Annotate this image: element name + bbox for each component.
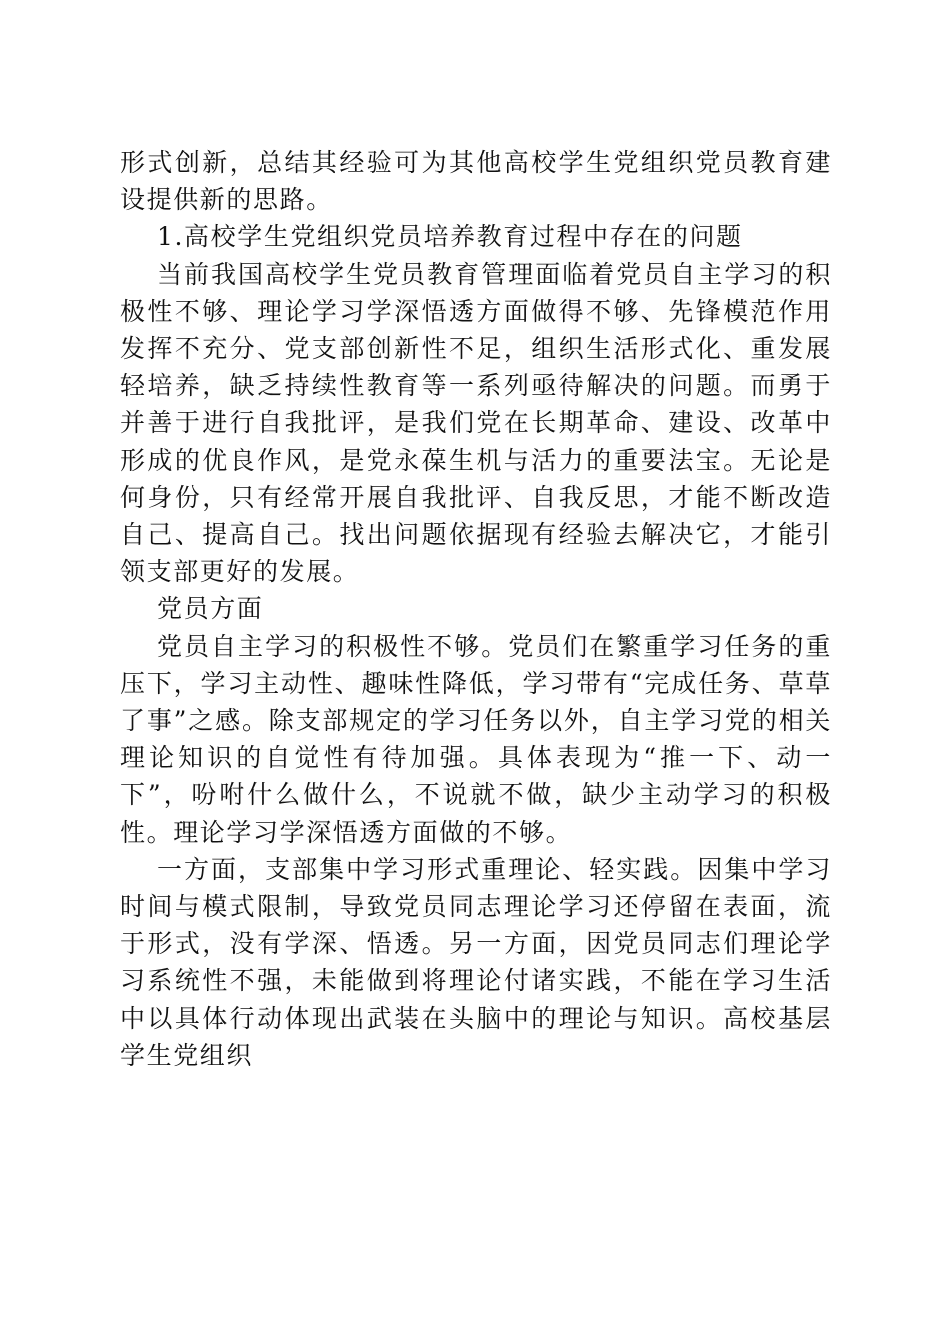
paragraph-problems-overview: 当前我国高校学生党员教育管理面临着党员自主学习的积极性不够、理论学习学深悟透方面做得不够、先锋模范作用发挥不充分、党支部创新性不足，组织生活形式化、重发展轻培养，缺乏持续性教育等一系列亟待解决的问题。而勇于并善于进行自我批评，是我们党在长期革命、建设、改革中形成的优良作风，是党永葆生机与活力的重要法宝。无论是何身份，只有经常开展自我批评、自我反思，才能不断改造自己、提高自己。找出问题依据现有经验去解决它，才能引领支部更好的发展。 (120, 259, 832, 587)
paragraph-theory-practice: 一方面，支部集中学习形式重理论、轻实践。因集中学习时间与模式限制，导致党员同志理论学习还停留在表面，流于形式，没有学深、悟透。另一方面，因党员同志们理论学习系统性不强，未能做到将理论付诸实践，不能在学习生活中以具体行动体现出武装在头脑中的理论与知识。高校基层学生党组织 (120, 854, 832, 1070)
section-heading-problems: 1.高校学生党组织党员培养教育过程中存在的问题 (157, 222, 743, 252)
subheading-party-members: 党员方面 (157, 594, 264, 624)
paragraph-self-study: 党员自主学习的积极性不够。党员们在繁重学习任务的重压下，学习主动性、趣味性降低，学习带有“完成任务、草草了事”之感。除支部规定的学习任务以外，自主学习党的相关理论知识的自觉性有待加强。具体表现为“推一下、动一下”，吩咐什么做什么，不说就不做，缺少主动学习的积极性。理论学习学深悟透方面做的不够。 (120, 631, 832, 847)
document-body (120, 144, 832, 1074)
paragraph-intro-continuation: 形式创新，总结其经验可为其他高校学生党组织党员教育建设提供新的思路。 (120, 148, 832, 215)
